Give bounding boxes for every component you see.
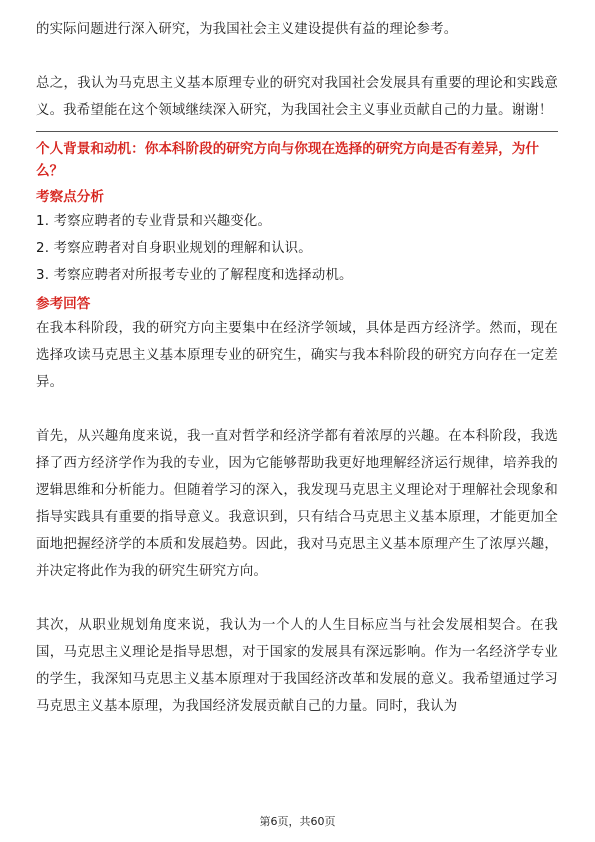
analysis-heading: 考察点分析 bbox=[36, 189, 104, 205]
answer-paragraph: 在我本科阶段，我的研究方向主要集中在经济学领域，具体是西方经济学。然而，现在选择攻读马克思主义基本原理专业的研究生，确实与我本科阶段的研究方向存在一定差异。 bbox=[36, 321, 558, 390]
answer-paragraph: 首先，从兴趣角度来说，我一直对哲学和经济学都有着浓厚的兴趣。在本科阶段，我选择了西方经济学作为我的专业，因为它能够帮助我更好地理解经济运行规律，培养我的逻辑思维和分析能力。但随着学习的深入，我发现马克思主义理论对于理解社会现象和指导实践具有重要的指导意义。我意识到，只有结合马克思主义基本原理，才能更加全面地把握经济学的本质和发展趋势。因此，我对马克思主义基本原理产生了浓厚兴趣，并决定将此作为我的研究生研究方向。 bbox=[36, 429, 558, 579]
conclusion-paragraph: 总之，我认为马克思主义基本原理专业的研究对我国社会发展具有重要的理论和实践意义。我希望能在这个领域继续深入研究，为我国社会主义事业贡献自己的力量。谢谢！ bbox=[36, 76, 558, 118]
intro-line: 的实际问题进行深入研究，为我国社会主义建设提供有益的理论参考。 bbox=[36, 22, 458, 37]
document-page bbox=[36, 16, 558, 720]
analysis-item: 2. 考察应聘者对自身职业规划的理解和认识。 bbox=[36, 241, 312, 256]
section-divider bbox=[36, 131, 558, 132]
answer-paragraph: 其次，从职业规划角度来说，我认为一个人的人生目标应当与社会发展相契合。在我国，马克思主义理论是指导思想，对于国家的发展具有深远影响。作为一名经济学专业的学生，我深知马克思主义基本原理对于我国经济改革和发展的意义。我希望通过学习马克思主义基本原理，为我国经济发展贡献自己的力量。同时，我认为 bbox=[36, 618, 558, 714]
answer-heading: 参考回答 bbox=[36, 296, 91, 312]
analysis-item: 1. 考察应聘者的专业背景和兴趣变化。 bbox=[36, 214, 272, 229]
question-title: 个人背景和动机：你本科阶段的研究方向与你现在选择的研究方向是否有差异，为什么？ bbox=[36, 141, 539, 179]
analysis-item: 3. 考察应聘者对所报考专业的了解程度和选择动机。 bbox=[36, 268, 353, 283]
page-footer: 第6页，共60页 bbox=[259, 815, 336, 828]
